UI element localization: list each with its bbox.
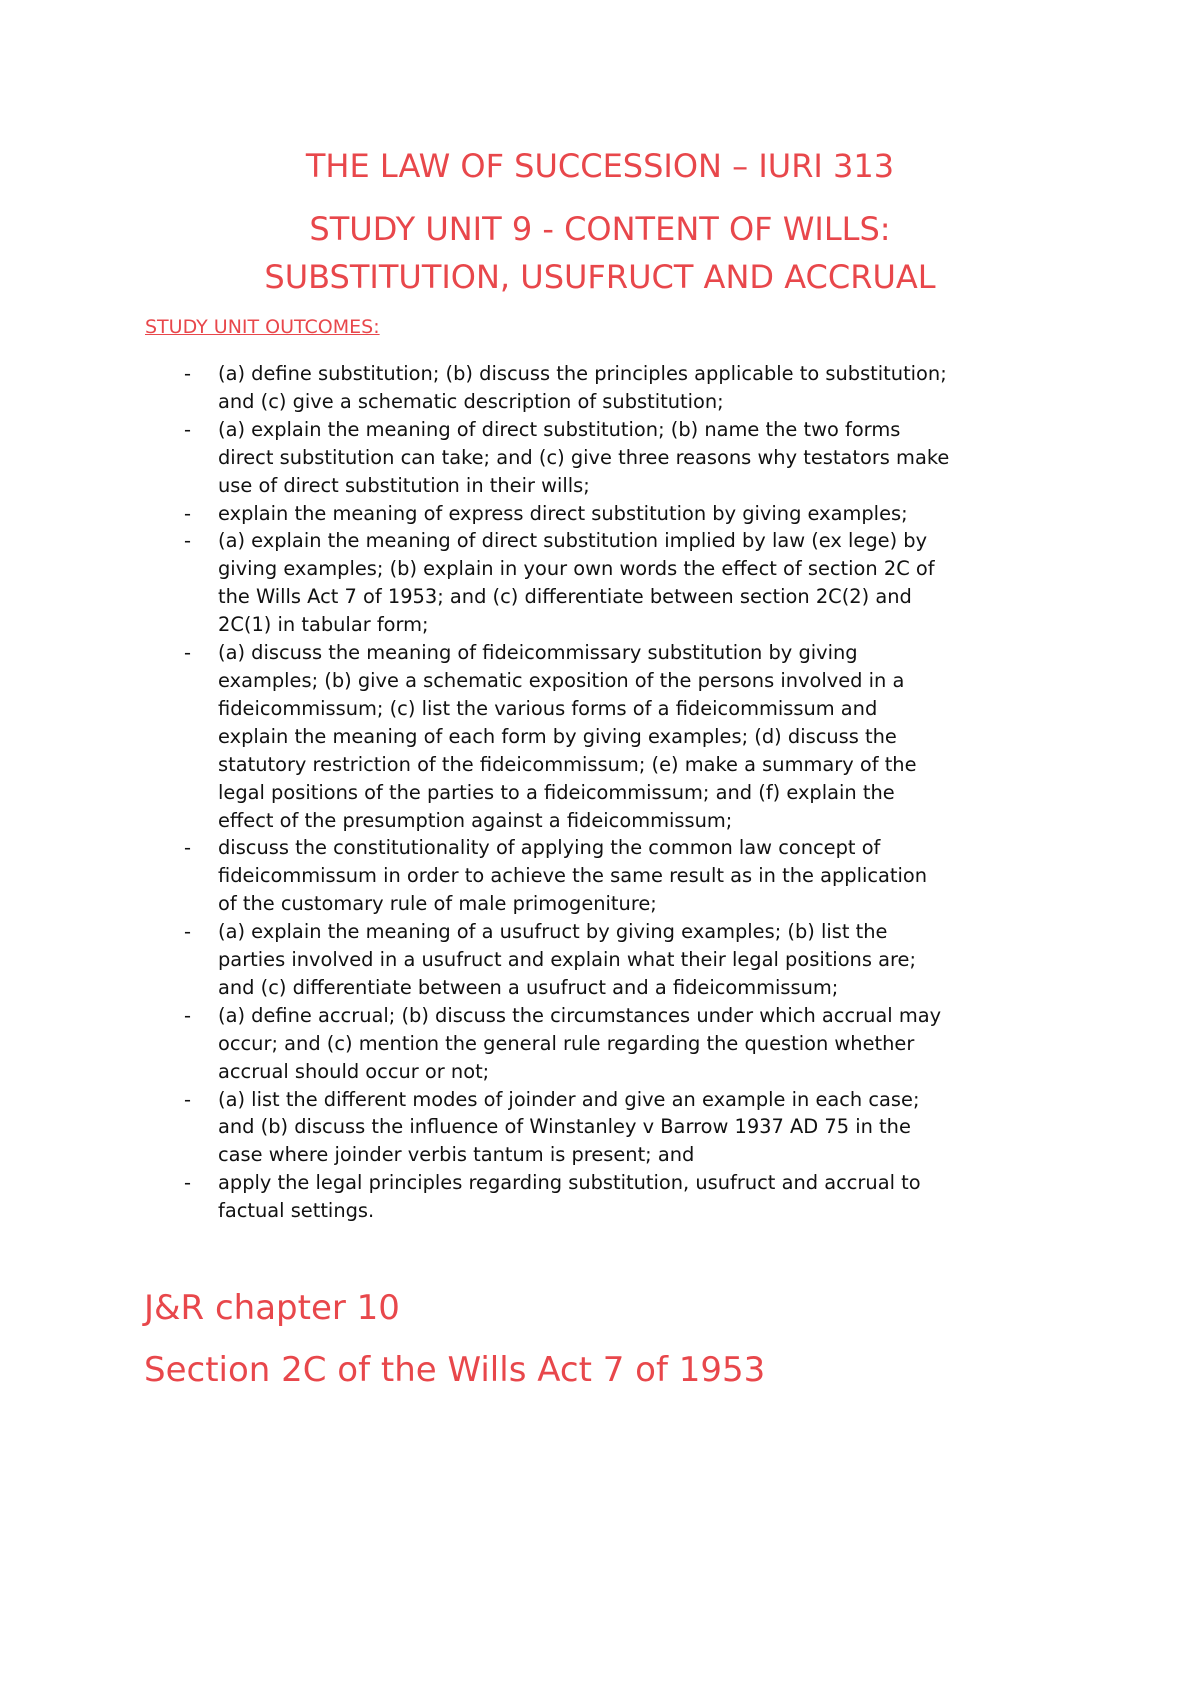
outcomes-heading: STUDY UNIT OUTCOMES:	[145, 316, 380, 338]
outcome-line: occur; and (c) mention the general rule regarding the question whether	[218, 1031, 915, 1055]
outcome-line: (a) define substitution; (b) discuss the principles applicable to substitution;	[218, 362, 947, 385]
outcome-line: fideicommissum; (c) list the various forms of a fideicommissum and	[218, 696, 878, 720]
outcome-line: and (b) discuss the influence of Winstanley v Barrow 1937 AD 75 in the	[218, 1115, 911, 1139]
bullet-dash: -	[184, 641, 191, 665]
bullet-dash: -	[184, 501, 191, 525]
bullet-dash: -	[184, 920, 191, 944]
outcome-line: accrual should occur or not;	[218, 1059, 490, 1083]
bullet-dash: -	[184, 836, 191, 860]
reference-section: Section 2C of the Wills Act 7 of 1953	[144, 1350, 766, 1390]
unit-title-line-1: STUDY UNIT 9 - CONTENT OF WILLS:	[309, 210, 891, 248]
outcome-item	[0, 918, 1200, 1002]
outcome-line: of the customary rule of male primogeniture;	[218, 892, 657, 916]
bullet-dash: -	[184, 1171, 191, 1195]
outcome-item	[0, 500, 1200, 528]
outcome-line: parties involved in a usufruct and explain what their legal positions are;	[218, 948, 917, 972]
document-title: THE LAW OF SUCCESSION – IURI 313	[305, 147, 895, 185]
outcome-item	[0, 416, 1200, 500]
outcome-line: direct substitution can take; and (c) give three reasons why testators make	[218, 445, 950, 469]
outcome-line: factual settings.	[218, 1199, 375, 1223]
reference-chapter: J&R chapter 10	[144, 1288, 400, 1328]
outcome-line: (a) explain the meaning of direct substitution implied by law (ex lege) by	[218, 529, 928, 553]
outcome-line: case where joinder verbis tantum is present; and	[218, 1143, 695, 1167]
outcome-line: examples; (b) give a schematic exposition of the persons involved in a	[218, 668, 905, 692]
bullet-dash: -	[184, 1003, 191, 1027]
outcome-line: (a) list the different modes of joinder and give an example in each case;	[218, 1087, 920, 1111]
outcome-item	[0, 1002, 1200, 1086]
outcomes-list	[0, 360, 1200, 1225]
outcome-item	[0, 527, 1200, 639]
outcome-line: fideicommissum in order to achieve the same result as in the application	[218, 864, 928, 888]
bullet-dash: -	[184, 417, 191, 441]
outcome-line: 2C(1) in tabular form;	[218, 613, 429, 637]
outcome-line: effect of the presumption against a fideicommissum;	[218, 808, 733, 832]
outcome-line: giving examples; (b) explain in your own words the effect of section 2C of	[218, 557, 935, 581]
bullet-dash: -	[184, 1087, 191, 1111]
bullet-dash: -	[184, 529, 191, 553]
outcome-line: (a) explain the meaning of direct substitution; (b) name the two forms	[218, 417, 901, 441]
outcome-line: explain the meaning of express direct substitution by giving examples;	[218, 501, 908, 525]
outcome-item	[0, 834, 1200, 918]
outcome-line: explain the meaning of each form by giving examples; (d) discuss the	[218, 724, 897, 748]
outcome-line: statutory restriction of the fideicommissum; (e) make a summary of the	[218, 752, 917, 776]
outcome-line: discuss the constitutionality of applying the common law concept of	[218, 836, 881, 860]
outcome-item	[0, 639, 1200, 834]
outcome-line: and (c) differentiate between a usufruct and a fideicommissum;	[218, 975, 839, 999]
outcome-line: (a) discuss the meaning of fideicommissary substitution by giving	[218, 641, 858, 665]
outcome-line: (a) explain the meaning of a usufruct by giving examples; (b) list the	[218, 920, 888, 944]
outcome-item	[0, 1086, 1200, 1170]
outcome-item	[0, 360, 1200, 416]
outcome-item	[0, 1169, 1200, 1225]
unit-title-line-2: SUBSTITUTION, USUFRUCT AND ACCRUAL	[264, 258, 936, 296]
bullet-dash: -	[184, 362, 191, 385]
outcome-line: and (c) give a schematic description of substitution;	[218, 389, 724, 413]
outcome-line: the Wills Act 7 of 1953; and (c) differentiate between section 2C(2) and	[218, 585, 912, 609]
outcome-line: use of direct substitution in their wills;	[218, 473, 590, 497]
outcome-line: legal positions of the parties to a fideicommissum; and (f) explain the	[218, 780, 895, 804]
outcome-line: apply the legal principles regarding substitution, usufruct and accrual to	[218, 1171, 921, 1195]
outcome-line: (a) define accrual; (b) discuss the circumstances under which accrual may	[218, 1003, 942, 1027]
